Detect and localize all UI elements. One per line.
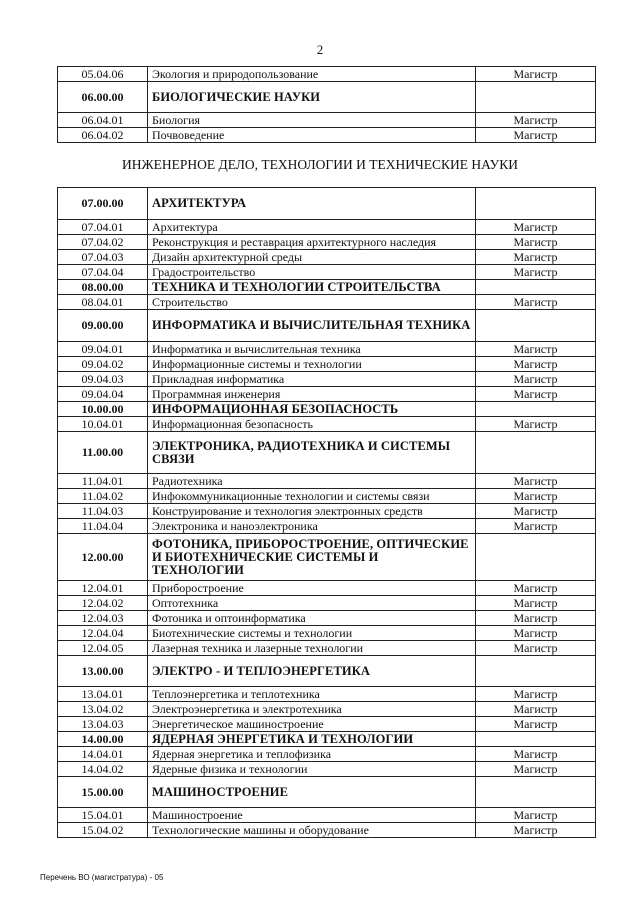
degree-cell: Магистр — [476, 702, 596, 717]
name-cell: Информационные системы и технологии — [148, 357, 476, 372]
degree-cell — [476, 732, 596, 747]
degree-cell: Магистр — [476, 265, 596, 280]
name-cell: Архитектура — [148, 220, 476, 235]
degree-cell: Магистр — [476, 596, 596, 611]
degree-cell: Магистр — [476, 519, 596, 534]
code-cell: 14.00.00 — [58, 732, 148, 747]
degree-cell — [476, 310, 596, 342]
degree-cell: Магистр — [476, 687, 596, 702]
section-row — [58, 280, 596, 295]
name-cell: Машиностроение — [148, 808, 476, 823]
degree-cell — [476, 656, 596, 687]
name-cell: Экология и природопользование — [148, 67, 476, 82]
degree-cell: Магистр — [476, 823, 596, 838]
code-cell: 12.00.00 — [58, 534, 148, 581]
name-cell: Радиотехника — [148, 474, 476, 489]
name-cell: Реконструкция и реставрация архитектурного наследия — [148, 235, 476, 250]
name-cell: Биотехнические системы и технологии — [148, 626, 476, 641]
name-cell: Прикладная информатика — [148, 372, 476, 387]
page-number: 2 — [316, 42, 324, 57]
table-row — [58, 626, 596, 641]
degree-cell: Магистр — [476, 387, 596, 402]
table-row — [58, 220, 596, 235]
degree-cell — [476, 82, 596, 113]
code-cell: 07.04.01 — [58, 220, 148, 235]
degree-cell: Магистр — [476, 717, 596, 732]
name-cell: Энергетическое машиностроение — [148, 717, 476, 732]
name-cell: Оптотехника — [148, 596, 476, 611]
name-cell: Информационная безопасность — [148, 417, 476, 432]
degree-cell: Магистр — [476, 113, 596, 128]
degree-cell: Магистр — [476, 762, 596, 777]
degree-cell: Магистр — [476, 295, 596, 310]
degree-cell: Магистр — [476, 357, 596, 372]
code-cell: 12.04.04 — [58, 626, 148, 641]
name-cell: Теплоэнергетика и теплотехника — [148, 687, 476, 702]
code-cell: 15.04.01 — [58, 808, 148, 823]
name-cell: ФОТОНИКА, ПРИБОРОСТРОЕНИЕ, ОПТИЧЕСКИЕ И БИОТЕХНИЧЕСКИЕ СИСТЕМЫ И ТЕХНОЛОГИИ — [148, 534, 476, 581]
table-row — [58, 762, 596, 777]
code-cell: 15.04.02 — [58, 823, 148, 838]
table-engineering — [57, 187, 596, 838]
degree-cell: Магистр — [476, 372, 596, 387]
code-cell: 11.04.03 — [58, 504, 148, 519]
table-row — [58, 702, 596, 717]
code-cell: 15.00.00 — [58, 777, 148, 808]
code-cell: 05.04.06 — [58, 67, 148, 82]
code-cell: 06.00.00 — [58, 82, 148, 113]
name-cell: Лазерная техника и лазерные технологии — [148, 641, 476, 656]
code-cell: 11.04.01 — [58, 474, 148, 489]
table-row — [58, 641, 596, 656]
code-cell: 07.04.03 — [58, 250, 148, 265]
code-cell: 10.00.00 — [58, 402, 148, 417]
degree-cell: Магистр — [476, 474, 596, 489]
degree-cell: Магистр — [476, 250, 596, 265]
code-cell: 10.04.01 — [58, 417, 148, 432]
name-cell: ЭЛЕКТРО - И ТЕПЛОЭНЕРГЕТИКА — [148, 656, 476, 687]
footer-note: Перечень ВО (магистратура) - 05 — [40, 873, 164, 882]
section-row — [58, 777, 596, 808]
code-cell: 13.04.02 — [58, 702, 148, 717]
section-row — [58, 534, 596, 581]
table-biology — [57, 66, 596, 143]
name-cell: БИОЛОГИЧЕСКИЕ НАУКИ — [148, 82, 476, 113]
table-row — [58, 372, 596, 387]
name-cell: ЭЛЕКТРОНИКА, РАДИОТЕХНИКА И СИСТЕМЫ СВЯЗИ — [148, 432, 476, 474]
code-cell: 12.04.01 — [58, 581, 148, 596]
degree-cell: Магистр — [476, 220, 596, 235]
code-cell: 14.04.02 — [58, 762, 148, 777]
section-row — [58, 310, 596, 342]
name-cell: Градостроительство — [148, 265, 476, 280]
section-row — [58, 82, 596, 113]
degree-cell — [476, 280, 596, 295]
name-cell: АРХИТЕКТУРА — [148, 188, 476, 220]
code-cell: 07.04.02 — [58, 235, 148, 250]
name-cell: Приборостроение — [148, 581, 476, 596]
table-row — [58, 489, 596, 504]
table-row — [58, 596, 596, 611]
code-cell: 09.00.00 — [58, 310, 148, 342]
table-row — [58, 717, 596, 732]
name-cell: Электроника и наноэлектроника — [148, 519, 476, 534]
section-heading: ИНЖЕНЕРНОЕ ДЕЛО, ТЕХНОЛОГИИ И ТЕХНИЧЕСКИЕ НАУКИ — [122, 157, 518, 172]
code-cell: 14.04.01 — [58, 747, 148, 762]
degree-cell: Магистр — [476, 417, 596, 432]
degree-cell: Магистр — [476, 808, 596, 823]
name-cell: Технологические машины и оборудование — [148, 823, 476, 838]
name-cell: Конструирование и технология электронных средств — [148, 504, 476, 519]
name-cell: МАШИНОСТРОЕНИЕ — [148, 777, 476, 808]
section-row — [58, 656, 596, 687]
name-cell: ИНФОРМАЦИОННАЯ БЕЗОПАСНОСТЬ — [148, 402, 476, 417]
degree-cell: Магистр — [476, 128, 596, 143]
degree-cell — [476, 777, 596, 808]
table-row — [58, 687, 596, 702]
degree-cell — [476, 188, 596, 220]
table-row — [58, 519, 596, 534]
code-cell: 13.04.03 — [58, 717, 148, 732]
degree-cell: Магистр — [476, 641, 596, 656]
name-cell: Инфокоммуникационные технологии и системы связи — [148, 489, 476, 504]
table-row — [58, 113, 596, 128]
degree-cell: Магистр — [476, 489, 596, 504]
degree-cell — [476, 534, 596, 581]
degree-cell: Магистр — [476, 611, 596, 626]
section-row — [58, 732, 596, 747]
table-row — [58, 747, 596, 762]
name-cell: Программная инженерия — [148, 387, 476, 402]
code-cell: 06.04.02 — [58, 128, 148, 143]
degree-cell — [476, 402, 596, 417]
table-row — [58, 67, 596, 82]
name-cell: Ядерные физика и технологии — [148, 762, 476, 777]
code-cell: 08.04.01 — [58, 295, 148, 310]
name-cell: Биология — [148, 113, 476, 128]
code-cell: 11.04.02 — [58, 489, 148, 504]
table-row — [58, 504, 596, 519]
table-row — [58, 808, 596, 823]
table-row — [58, 265, 596, 280]
name-cell: Дизайн архитектурной среды — [148, 250, 476, 265]
name-cell: Информатика и вычислительная техника — [148, 342, 476, 357]
code-cell: 13.04.01 — [58, 687, 148, 702]
code-cell: 07.00.00 — [58, 188, 148, 220]
table-row — [58, 295, 596, 310]
degree-cell: Магистр — [476, 747, 596, 762]
code-cell: 09.04.02 — [58, 357, 148, 372]
table-row — [58, 235, 596, 250]
name-cell: Ядерная энергетика и теплофизика — [148, 747, 476, 762]
table-row — [58, 611, 596, 626]
section-row — [58, 402, 596, 417]
table-row — [58, 581, 596, 596]
name-cell: Почвоведение — [148, 128, 476, 143]
code-cell: 07.04.04 — [58, 265, 148, 280]
table-row — [58, 342, 596, 357]
degree-cell: Магистр — [476, 581, 596, 596]
table-row — [58, 823, 596, 838]
code-cell: 11.00.00 — [58, 432, 148, 474]
code-cell: 09.04.03 — [58, 372, 148, 387]
name-cell: Строительство — [148, 295, 476, 310]
section-row — [58, 188, 596, 220]
table-row — [58, 474, 596, 489]
name-cell: ЯДЕРНАЯ ЭНЕРГЕТИКА И ТЕХНОЛОГИИ — [148, 732, 476, 747]
name-cell: ИНФОРМАТИКА И ВЫЧИСЛИТЕЛЬНАЯ ТЕХНИКА — [148, 310, 476, 342]
code-cell: 06.04.01 — [58, 113, 148, 128]
section-row — [58, 432, 596, 474]
code-cell: 09.04.04 — [58, 387, 148, 402]
table-row — [58, 417, 596, 432]
code-cell: 12.04.02 — [58, 596, 148, 611]
table-row — [58, 387, 596, 402]
table-row — [58, 357, 596, 372]
code-cell: 09.04.01 — [58, 342, 148, 357]
degree-cell: Магистр — [476, 342, 596, 357]
degree-cell: Магистр — [476, 67, 596, 82]
code-cell: 13.00.00 — [58, 656, 148, 687]
code-cell: 12.04.03 — [58, 611, 148, 626]
table-row — [58, 250, 596, 265]
name-cell: Электроэнергетика и электротехника — [148, 702, 476, 717]
code-cell: 12.04.05 — [58, 641, 148, 656]
table-row — [58, 128, 596, 143]
degree-cell — [476, 432, 596, 474]
code-cell: 11.04.04 — [58, 519, 148, 534]
code-cell: 08.00.00 — [58, 280, 148, 295]
name-cell: ТЕХНИКА И ТЕХНОЛОГИИ СТРОИТЕЛЬСТВА — [148, 280, 476, 295]
degree-cell: Магистр — [476, 626, 596, 641]
degree-cell: Магистр — [476, 504, 596, 519]
degree-cell: Магистр — [476, 235, 596, 250]
name-cell: Фотоника и оптоинформатика — [148, 611, 476, 626]
